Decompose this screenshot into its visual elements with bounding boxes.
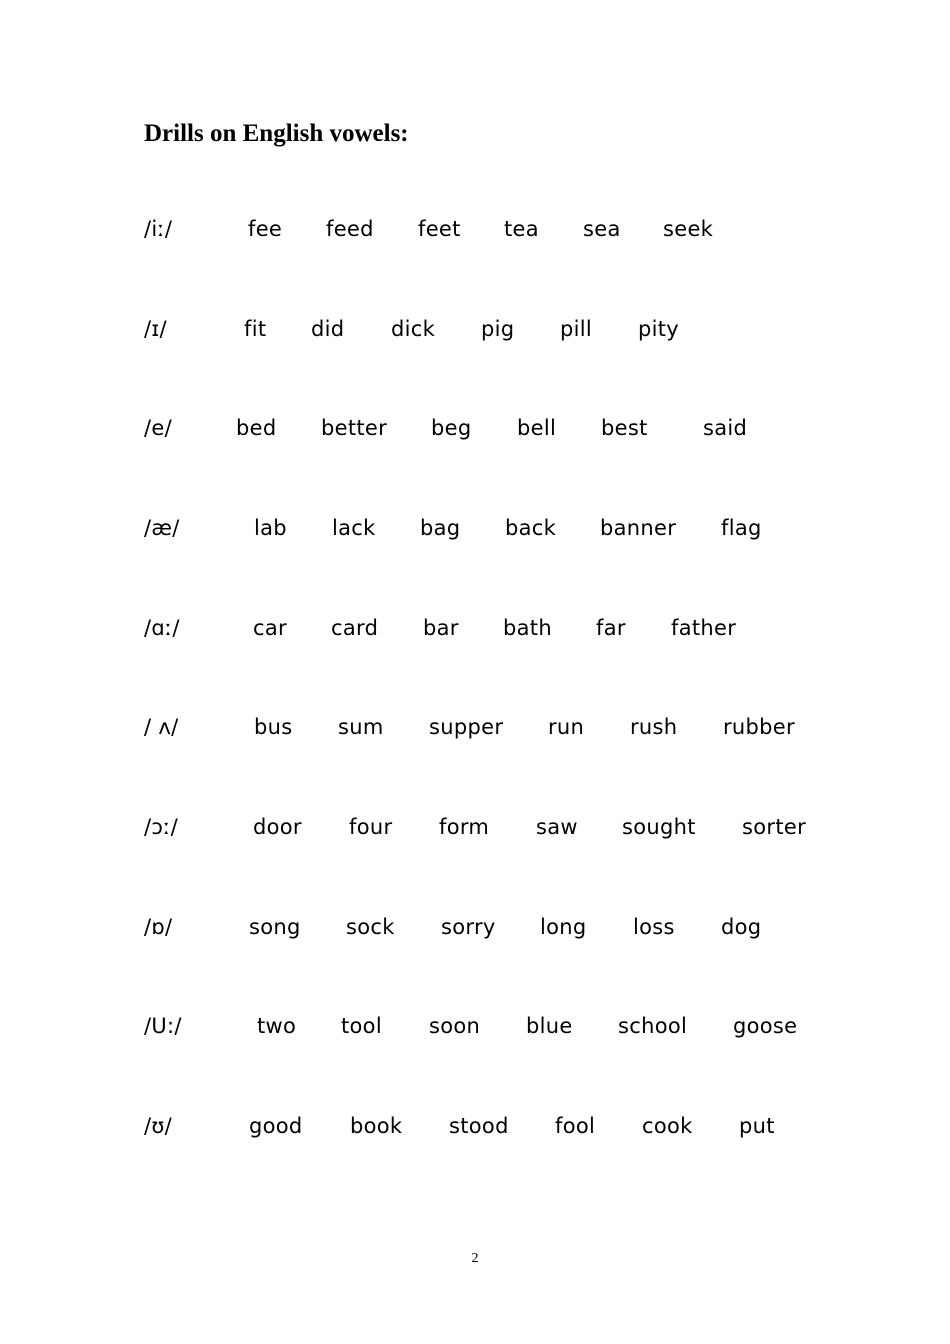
vowel-row-i-short — [0, 312, 950, 346]
example-word: door — [253, 815, 302, 839]
phoneme-label: /ɔː/ — [144, 815, 178, 839]
example-word: put — [739, 1114, 775, 1138]
example-word: pig — [481, 317, 515, 341]
example-word: run — [548, 715, 585, 739]
example-word: lack — [332, 516, 376, 540]
example-word: book — [350, 1114, 403, 1138]
example-word: form — [439, 815, 490, 839]
example-word: fee — [248, 217, 283, 241]
example-word: cook — [642, 1114, 693, 1138]
example-word: loss — [633, 915, 675, 939]
vowel-row-e — [0, 411, 950, 445]
vowel-row-uu — [0, 1009, 950, 1043]
vowel-row-aa — [0, 611, 950, 645]
example-word: pill — [560, 317, 593, 341]
example-word: bed — [236, 416, 277, 440]
example-word: father — [671, 616, 737, 640]
example-word: fool — [555, 1114, 596, 1138]
phoneme-label: /ɪ/ — [144, 317, 167, 341]
example-word: bag — [420, 516, 461, 540]
example-word: rubber — [723, 715, 795, 739]
vowel-row-aw — [0, 810, 950, 844]
example-word: flag — [721, 516, 762, 540]
phoneme-label: /iː/ — [144, 217, 173, 241]
example-word: feet — [418, 217, 461, 241]
phoneme-label: /æ/ — [144, 516, 180, 540]
example-word: pity — [638, 317, 680, 341]
example-word: bus — [254, 715, 293, 739]
vowel-row-o-short — [0, 910, 950, 944]
example-word: school — [618, 1014, 688, 1038]
example-word: supper — [429, 715, 504, 739]
example-word: sorter — [742, 815, 807, 839]
phoneme-label: /ɑː/ — [144, 616, 180, 640]
example-word: did — [311, 317, 345, 341]
phoneme-label: /ʊ/ — [144, 1114, 173, 1138]
example-word: tea — [504, 217, 539, 241]
example-word: beg — [431, 416, 472, 440]
example-word: far — [596, 616, 626, 640]
example-word: rush — [630, 715, 678, 739]
example-word: fit — [244, 317, 267, 341]
example-word: seek — [663, 217, 714, 241]
vowel-row-uh — [0, 710, 950, 744]
vowel-row-ii — [0, 212, 950, 246]
example-word: feed — [326, 217, 374, 241]
example-word: bell — [517, 416, 557, 440]
example-word: goose — [733, 1014, 798, 1038]
phoneme-label: /U:/ — [144, 1014, 182, 1038]
example-word: song — [249, 915, 301, 939]
example-word: soon — [429, 1014, 481, 1038]
example-word: back — [505, 516, 557, 540]
example-word: banner — [600, 516, 677, 540]
example-word: stood — [449, 1114, 509, 1138]
example-word: sought — [622, 815, 696, 839]
phoneme-label: /e/ — [144, 416, 172, 440]
example-word: two — [257, 1014, 297, 1038]
example-word: sock — [346, 915, 395, 939]
phoneme-label: / ʌ/ — [144, 715, 179, 739]
example-word: better — [321, 416, 388, 440]
example-word: tool — [341, 1014, 382, 1038]
phoneme-label: /ɒ/ — [144, 915, 173, 939]
example-word: best — [601, 416, 648, 440]
example-word: sorry — [441, 915, 496, 939]
example-word: car — [253, 616, 287, 640]
example-word: good — [249, 1114, 303, 1138]
example-word: sum — [338, 715, 384, 739]
example-word: bar — [423, 616, 459, 640]
example-word: said — [703, 416, 748, 440]
example-word: bath — [503, 616, 552, 640]
example-word: four — [349, 815, 393, 839]
vowel-row-ae — [0, 511, 950, 545]
page-title: Drills on English vowels: — [144, 120, 409, 147]
example-word: card — [331, 616, 379, 640]
example-word: long — [540, 915, 587, 939]
example-word: sea — [583, 217, 621, 241]
example-word: lab — [254, 516, 287, 540]
example-word: dick — [391, 317, 436, 341]
example-word: blue — [526, 1014, 573, 1038]
page-number: 2 — [471, 1251, 479, 1266]
vowel-row-u-short — [0, 1109, 950, 1143]
example-word: saw — [536, 815, 578, 839]
example-word: dog — [721, 915, 762, 939]
